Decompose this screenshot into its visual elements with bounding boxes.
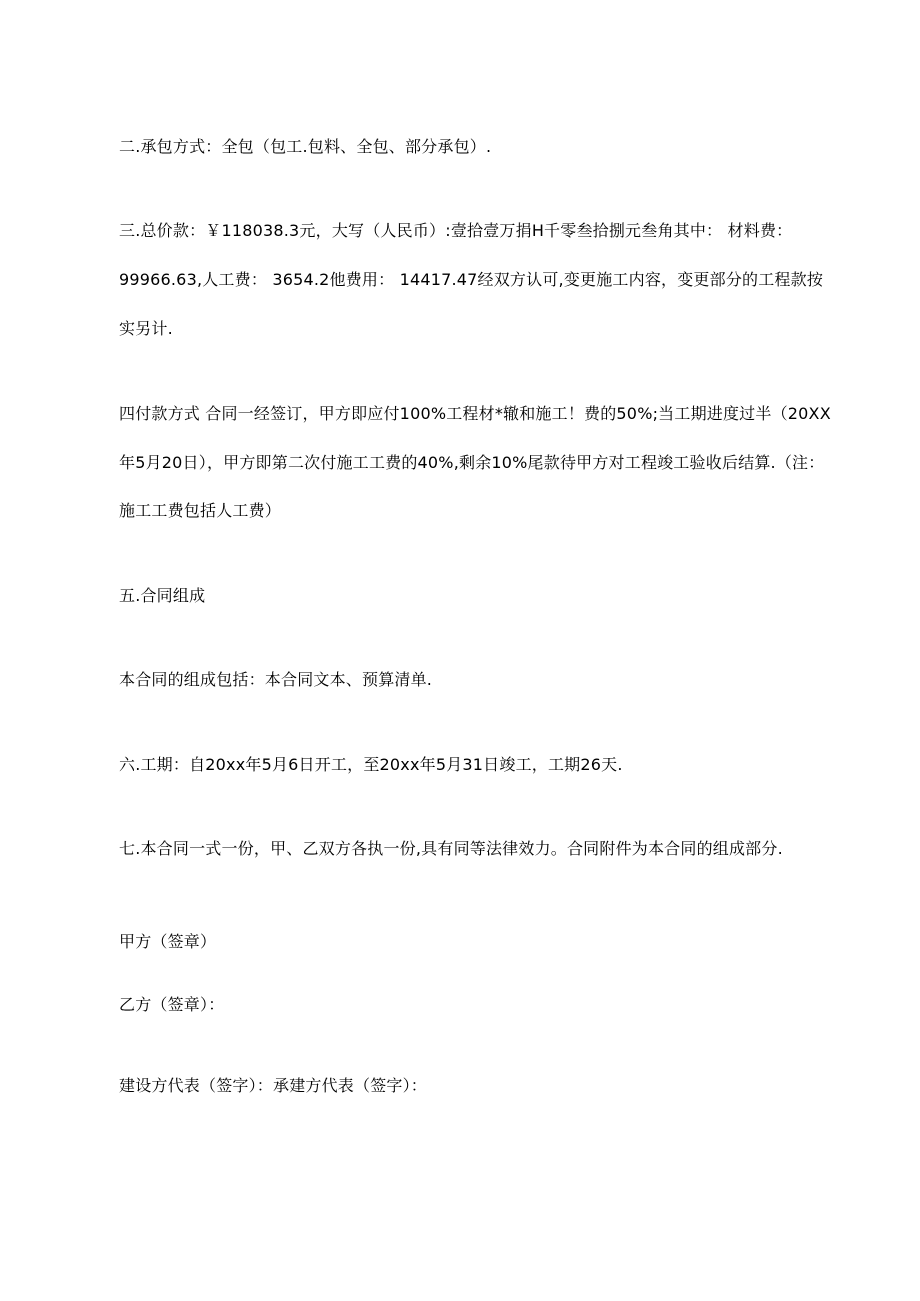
party-b-sign-line: 乙方（签章）：	[119, 995, 225, 1014]
contract-composition-line: 本合同的组成包括：本合同文本、预算清单.	[119, 670, 433, 689]
payment-method-line-1: 四付款方式 合同一经签订，甲方即应付100%工程材*辙和施工！费的50%;当工期进度过半（20XX	[119, 404, 831, 423]
construction-period-line: 六.工期：自20xx年5月6日开工，至20xx年5月31日竣工，工期26天.	[119, 755, 623, 774]
payment-method-line-3: 施工工费包括人工费）	[119, 501, 282, 520]
copies-line: 七.本合同一式一份，甲、乙双方各执一份,具有同等法律效力。合同附件为本合同的组成部分.	[119, 839, 783, 858]
total-price-line-2: 99966.63,人工费： 3654.2他费用： 14417.47经双方认可,变更施工内容，变更部分的工程款按	[119, 270, 824, 289]
total-price-line-3: 实另计.	[119, 319, 173, 338]
party-a-sign-line: 甲方（签章）	[119, 932, 217, 951]
representatives-sign-line: 建设方代表（签字）：承建方代表（签字）：	[119, 1076, 428, 1095]
contract-composition-title: 五.合同组成	[119, 586, 206, 605]
contract-method-line: 二.承包方式：全包（包工.包料、全包、部分承包）.	[119, 137, 492, 156]
total-price-line-1: 三.总价款：￥118038.3元，大写（人民币）:壹拾壹万捐H千零叁拾捌元叁角其中： 材料费：	[119, 221, 793, 240]
payment-method-line-2: 年5月20日），甲方即第二次付施工工费的40%,剩余10%尾款待甲方对工程竣工验收后结算.（注：	[119, 453, 825, 472]
